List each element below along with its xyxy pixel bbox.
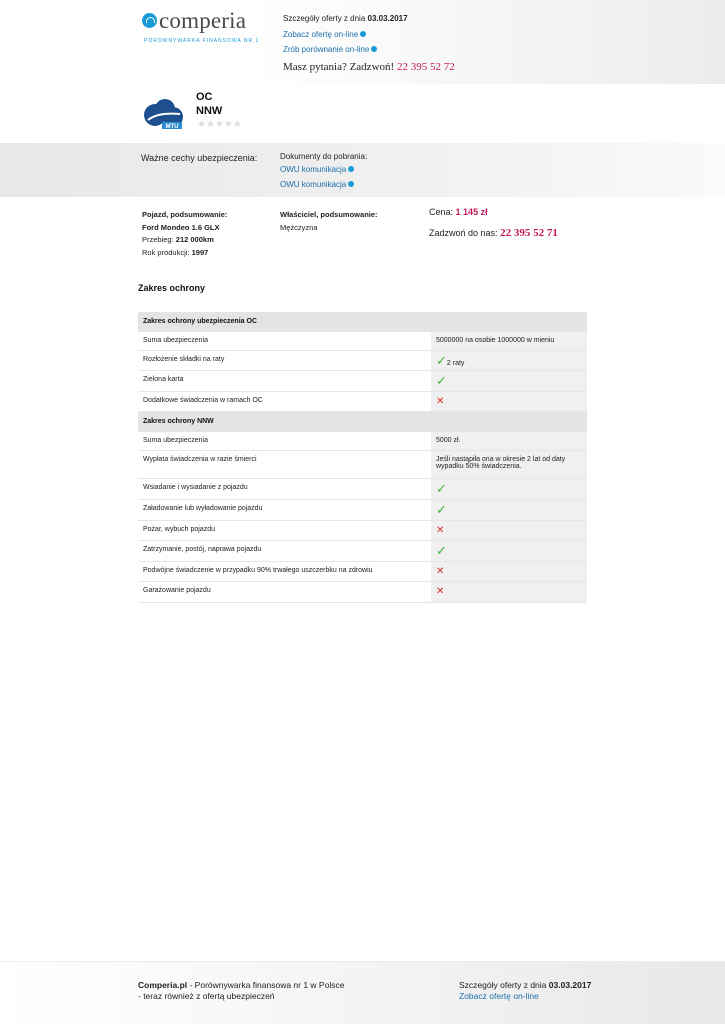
row-value: [431, 370, 587, 391]
table-row: [138, 499, 587, 520]
table-row: [138, 331, 587, 350]
contact-question-text: Masz pytania? Zadzwoń!: [283, 61, 395, 73]
footer-view-offer-link[interactable]: Zobacz ofertę on-line: [459, 991, 539, 1001]
oc-heading: Zakres ochrony ubezpieczenia OC: [138, 312, 587, 331]
checkmark-icon: ✓: [436, 480, 447, 496]
row-value: [431, 391, 587, 411]
row-label: Wsiadanie i wysiadanie z pojazdu: [138, 478, 431, 499]
row-label: Załadowanie lub wyładowanie pojazdu: [138, 499, 431, 520]
row-value: [431, 540, 587, 561]
offer-date: [283, 14, 408, 23]
footer-brand-info: [138, 980, 344, 1002]
footer-line2: - teraz również z ofertą ubezpieczeń: [138, 991, 275, 1001]
product-line-oc: OC: [196, 91, 213, 103]
contact-question: [283, 61, 455, 73]
star-icon: ★: [223, 119, 233, 130]
rating-stars: [197, 119, 242, 130]
star-icon: ★: [232, 119, 242, 130]
row-label: Zatrzymanie, postój, naprawa pojazdu: [138, 540, 431, 561]
table-row: [138, 540, 587, 561]
call-phone[interactable]: 22 395 52 71: [500, 227, 558, 239]
insurance-product-title: [196, 90, 222, 118]
row-label: Zielona karta: [138, 370, 431, 391]
table-row: [138, 581, 587, 602]
call-us: [429, 227, 558, 239]
page-header: [0, 0, 725, 84]
year-label: Rok produkcji:: [142, 247, 190, 257]
vehicle-heading: Pojazd, podsumowanie:: [142, 210, 228, 219]
owner-summary: [280, 209, 378, 234]
table-row: [138, 478, 587, 499]
row-label: Podwójne świadczenie w przypadku 90% trwałego uszczerbku na zdrowiu: [138, 561, 431, 581]
row-label: Garażowanie pojazdu: [138, 581, 431, 602]
cross-icon: ✕: [436, 395, 445, 407]
arrow-circle-icon: [348, 181, 354, 187]
row-value: [431, 520, 587, 540]
price-label: Cena:: [429, 207, 454, 217]
table-row: [138, 450, 587, 478]
offer-date-label: Szczegóły oferty z dnia: [283, 14, 366, 23]
footer-date-value: 03.03.2017: [548, 980, 592, 990]
page-footer: [0, 961, 725, 1024]
arrow-circle-icon: [360, 31, 366, 37]
row-label: Rozłożenie składki na raty: [138, 350, 431, 370]
document-link-1-text[interactable]: OWU komunikacja: [280, 165, 347, 174]
star-icon: ★: [214, 119, 224, 130]
checkmark-icon: ✓: [436, 372, 447, 388]
row-value: [431, 581, 587, 602]
checkmark-icon: ✓: [436, 352, 447, 368]
call-label: Zadzwoń do nas:: [429, 228, 498, 238]
table-row: [138, 520, 587, 540]
price: [429, 207, 488, 217]
view-offer-online-link[interactable]: [283, 30, 366, 39]
footer-offer-info: [459, 980, 591, 1002]
offer-date-value: 03.03.2017: [367, 14, 408, 23]
row-value: 5000000 na osobie 1000000 w mieniu: [431, 331, 587, 350]
arrow-circle-icon: [371, 46, 377, 52]
cross-icon: ✕: [436, 565, 445, 577]
star-icon: ★: [197, 119, 206, 130]
footer-brand[interactable]: Comperia.pl: [138, 980, 188, 990]
compare-online-link[interactable]: [283, 45, 377, 54]
view-offer-online-text[interactable]: Zobacz ofertę on-line: [283, 30, 359, 39]
footer-date-label: Szczegóły oferty z dnia: [459, 980, 547, 990]
row-label: Suma ubezpieczenia: [138, 331, 431, 350]
comperia-logo[interactable]: [142, 10, 262, 46]
table-row: [138, 431, 587, 450]
installments-value: 2 raty: [446, 359, 465, 367]
logo-text: comperia: [159, 8, 247, 33]
coverage-section-oc: [138, 312, 587, 331]
contact-phone[interactable]: 22 395 52 72: [396, 61, 455, 73]
checkmark-icon: ✓: [436, 542, 447, 558]
document-link-1[interactable]: [280, 165, 354, 174]
row-label: Wypłata świadczenia w razie śmierci: [138, 450, 431, 478]
compare-online-text[interactable]: Zrób porównanie on-line: [283, 45, 370, 54]
owner-heading: Właściciel, podsumowanie:: [280, 210, 378, 219]
insurer-logo: [142, 98, 186, 130]
comperia-logo-icon: [142, 13, 157, 28]
table-row: [138, 370, 587, 391]
owner-value: Mężczyzna: [280, 222, 318, 232]
table-row: [138, 350, 587, 370]
row-value: [431, 478, 587, 499]
nnw-heading: Zakres ochrony NNW: [138, 411, 587, 431]
row-label: Pożar, wybuch pojazdu: [138, 520, 431, 540]
row-value: 5000 zł.: [431, 431, 587, 450]
mileage-label: Przebieg:: [142, 235, 174, 244]
price-value: 1 145 zł: [455, 207, 488, 217]
row-label: Dodatkowe świadczenia w ramach OC: [138, 391, 431, 411]
row-value: [431, 561, 587, 581]
row-value: [431, 499, 587, 520]
vehicle-summary: [142, 209, 227, 259]
mileage-value: 212 000km: [175, 235, 214, 244]
row-label: Suma ubezpieczenia: [138, 431, 431, 450]
arrow-circle-icon: [348, 166, 354, 172]
year-value: 1997: [191, 247, 209, 257]
vehicle-name: Ford Mondeo 1.6 GLX: [142, 222, 220, 232]
table-row: [138, 391, 587, 411]
mtu-logo-icon: [142, 98, 186, 130]
features-label: Ważne cechy ubezpieczenia:: [141, 153, 258, 163]
coverage-table: [138, 312, 587, 603]
star-icon: ★: [205, 119, 215, 130]
document-link-2[interactable]: [280, 180, 354, 189]
coverage-title: Zakres ochrony: [138, 283, 206, 293]
row-value: Jeśli nastąpiła ona w okresie 2 lat od daty wypadku 50% świadczenia.: [431, 450, 587, 478]
coverage-section-nnw: [138, 411, 587, 431]
footer-line1: - Porównywarka finansowa nr 1 w Polsce: [187, 980, 345, 990]
table-row: [138, 561, 587, 581]
product-line-nnw: NNW: [196, 105, 223, 117]
insurer-logo-text: MTU: [165, 124, 179, 130]
cross-icon: ✕: [436, 524, 445, 536]
document-link-2-text[interactable]: OWU komunikacja: [280, 180, 347, 189]
documents-title: Dokumenty do pobrania:: [280, 152, 368, 161]
row-value: [431, 350, 587, 370]
checkmark-icon: ✓: [436, 501, 447, 517]
logo-tagline: PORÓWNYWARKA FINANSOWA NR 1: [144, 38, 260, 44]
cross-icon: ✕: [436, 585, 445, 597]
